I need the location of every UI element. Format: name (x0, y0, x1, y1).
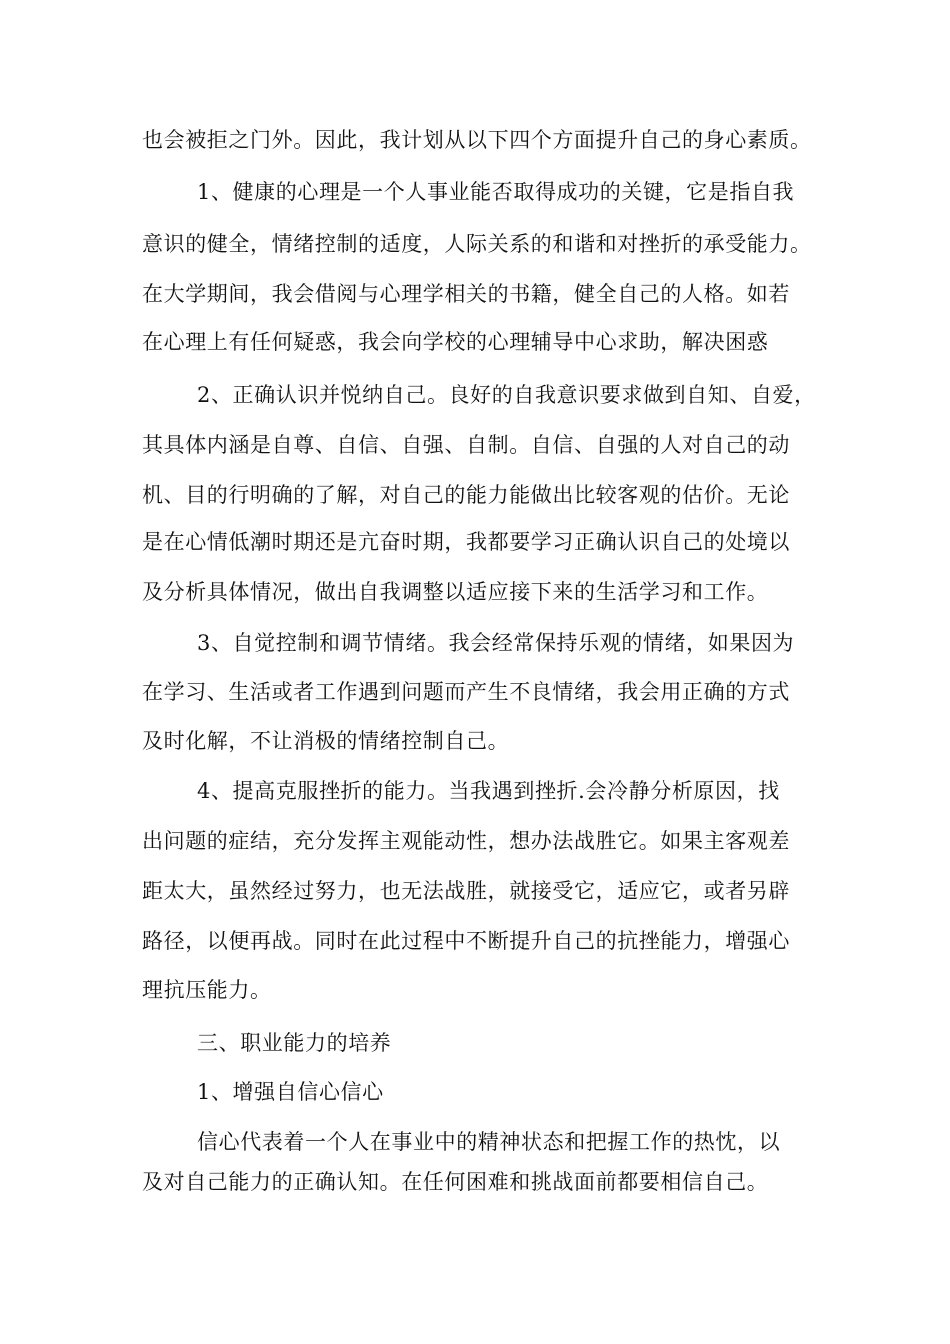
text-line: 及对自己能力的正确认知。在任何困难和挑战面前都要相信自己。 (142, 1170, 769, 1194)
text-line: 在大学期间，我会借阅与心理学相关的书籍，健全自己的人格。如若 (142, 282, 790, 306)
text-line: 路径，以便再战。同时在此过程中不断提升自己的抗挫能力，增强心 (142, 929, 790, 953)
text-line: 在学习、生活或者工作遇到问题而产生不良情绪，我会用正确的方式 (142, 680, 790, 704)
text-line: 其具体内涵是自尊、自信、自强、自制。自信、自强的人对自己的动 (142, 433, 790, 457)
paragraph-3-heading-line: 3、自觉控制和调节情绪。我会经常保持乐观的情绪，如果因为 (197, 631, 795, 655)
text-line: 也会被拒之门外。因此，我计划从以下四个方面提升自己的身心素质。 (142, 128, 812, 152)
paragraph-2-heading-line: 2、正确认识并悦纳自己。良好的自我意识要求做到自知、自爱， (197, 383, 816, 407)
text-line: 距太大，虽然经过努力，也无法战胜，就接受它，适应它，或者另辟 (142, 879, 790, 903)
text-line: 理抗压能力。 (142, 978, 272, 1002)
text-line: 及分析具体情况，做出自我调整以适应接下来的生活学习和工作。 (142, 580, 769, 604)
paragraph-4-heading-line: 4、提高克服挫折的能力。当我遇到挫折.会冷静分析原因，找 (197, 779, 780, 803)
subsection-heading: 1、增强自信心信心 (197, 1080, 384, 1104)
text-line: 及时化解，不让消极的情绪控制自己。 (142, 729, 510, 753)
text-line: 在心理上有任何疑惑，我会向学校的心理辅导中心求助，解决困惑 (142, 330, 769, 354)
text-line: 出问题的症结，充分发挥主观能动性，想办法战胜它。如果主客观差 (142, 829, 790, 853)
section-heading: 三、职业能力的培养 (197, 1031, 392, 1055)
paragraph-5-first-line: 信心代表着一个人在事业中的精神状态和把握工作的热忱，以 (197, 1130, 781, 1154)
paragraph-1-heading-line: 1、健康的心理是一个人事业能否取得成功的关键，它是指自我 (197, 180, 795, 204)
text-line: 是在心情低潮时期还是亢奋时期，我都要学习正确认识自己的处境以 (142, 530, 790, 554)
text-line: 意识的健全，情绪控制的适度，人际关系的和谐和对挫折的承受能力。 (142, 232, 812, 256)
text-line: 机、目的行明确的了解，对自己的能力能做出比较客观的估价。无论 (142, 483, 790, 507)
